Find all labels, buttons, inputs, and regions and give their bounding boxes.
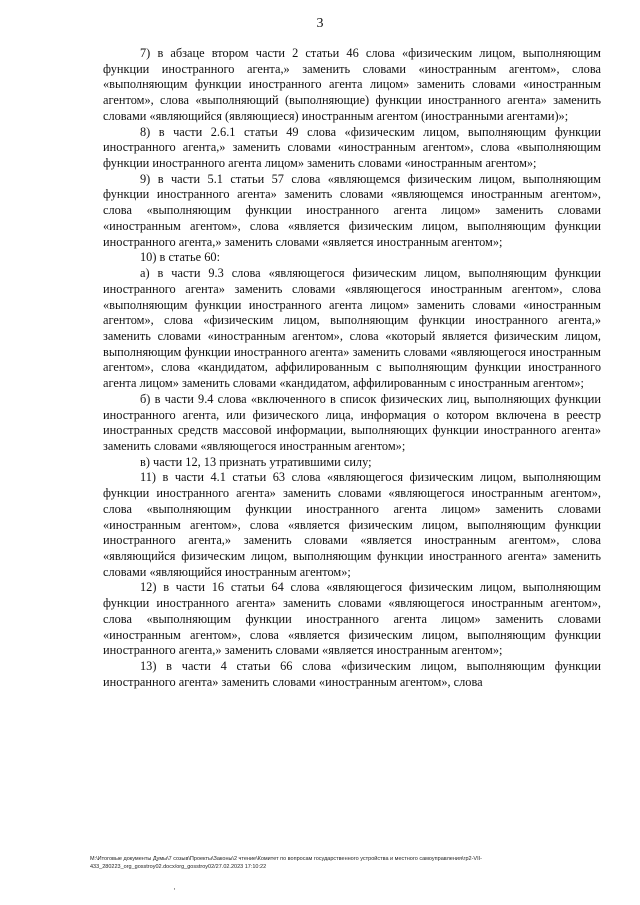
- paragraph-item-12: 12) в части 16 статьи 64 слова «являющегося физическим лицом, выполняющим функции иностранного агента» заменить словами «являющегося иностранным агентом», слова «выполняющим функции иностранного агента лицом» заменить словами «иностранным агентом», слова «является физическим лицом, выполняющим функции иностранного агента,» заменить словами «является иностранным агентом»;: [103, 580, 601, 658]
- paragraph-subitem-a: а) в части 9.3 слова «являющегося физическим лицом, выполняющим функции иностранного агента» заменить словами «являющегося иностранным агентом», слова «выполняющим функции иностранного агента лицом» заменить словами «иностранным агентом», слова «физическим лицом, выполняющим функции иностранного агента,» заменить словами «иностранным агентом», слова «который является физическим лицом, выполняющим функции иностранного агента» заменить словами «являющегося иностранным агентом», слова «кандидатом, аффилированным с выполняющим функции иностранного агента лицом» заменить словами «кандидатом, аффилированным с иностранным агентом»;: [103, 266, 601, 391]
- paragraph-subitem-v: в) части 12, 13 признать утратившими силу;: [140, 454, 372, 469]
- paragraph-item-10: 10) в статье 60:: [140, 250, 220, 265]
- paragraph-item-8: 8) в части 2.6.1 статьи 49 слова «физическим лицом, выполняющим функции иностранного агента,» заменить словами «иностранным агентом», слова «выполняющим функции иностранного агента лицом» заменить словами «иностранным агентом»;: [103, 124, 601, 171]
- document-body: [103, 46, 601, 690]
- paragraph-item-13: 13) в части 4 статьи 66 слова «физическим лицом, выполняющим функции иностранного агента» заменить словами «иностранным агентом», слова: [103, 659, 601, 689]
- footer-line-2: 433_280223_org_gosstroy02.docx/org_gosstroy02/27.02.2023 17:10:22: [90, 863, 267, 870]
- paragraph-item-7: 7) в абзаце втором части 2 статьи 46 слова «физическим лицом, выполняющим функции иностранного агента,» заменить словами «иностранным агентом», слова «выполняющим функции иностранного агента лицом» заменить словами «иностранным агентом», слова «выполняющий (выполняющие) функции иностранного агента» заменить словами «являющийся (являющиеся) иностранным агентом (иностранными агентами)»;: [103, 46, 601, 123]
- paragraph-subitem-b: б) в части 9.4 слова «включенного в список физических лиц, выполняющих функции иностранного агента, или физического лица, информация о котором включена в реестр иностранных средств массовой информации, выполняющих функции иностранного агента» заменить словами «являющегося иностранным агентом»;: [103, 391, 601, 453]
- paragraph-item-11: 11) в части 4.1 статьи 63 слова «являющегося физическим лицом, выполняющим функции иностранного агента» заменить словами «являющегося иностранным агентом», слова «выполняющим функции иностранного агента лицом» заменить словами «иностранным агентом», слова «является физическим лицом, выполняющим функции иностранного агента,» заменить словами «является иностранным агентом», слова «являющийся физическим лицом, выполняющим функции иностранного агента» заменить словами «являющийся иностранным агентом»;: [103, 470, 601, 579]
- file-path-footer: [90, 856, 610, 871]
- paragraph-item-9: 9) в части 5.1 статьи 57 слова «являющемся физическим лицом, выполняющим функции иностранного агента» заменить словами «являющемся иностранным агентом», слова «выполняющим функции иностранного агента лицом» заменить словами «иностранным агентом», слова «является физическим лицом, выполняющим функции иностранного агента,» заменить словами «является иностранным агентом»;: [103, 171, 601, 249]
- footer-line-1: М:\Итоговые документы Думы\7 созыв\Проекты\Законы\2 чтение\Комитет по вопросам государственного устройства и местного самоуправления\гр2-VII-: [90, 856, 482, 862]
- page-number: 3: [316, 16, 324, 31]
- scan-mark: ·: [173, 884, 176, 894]
